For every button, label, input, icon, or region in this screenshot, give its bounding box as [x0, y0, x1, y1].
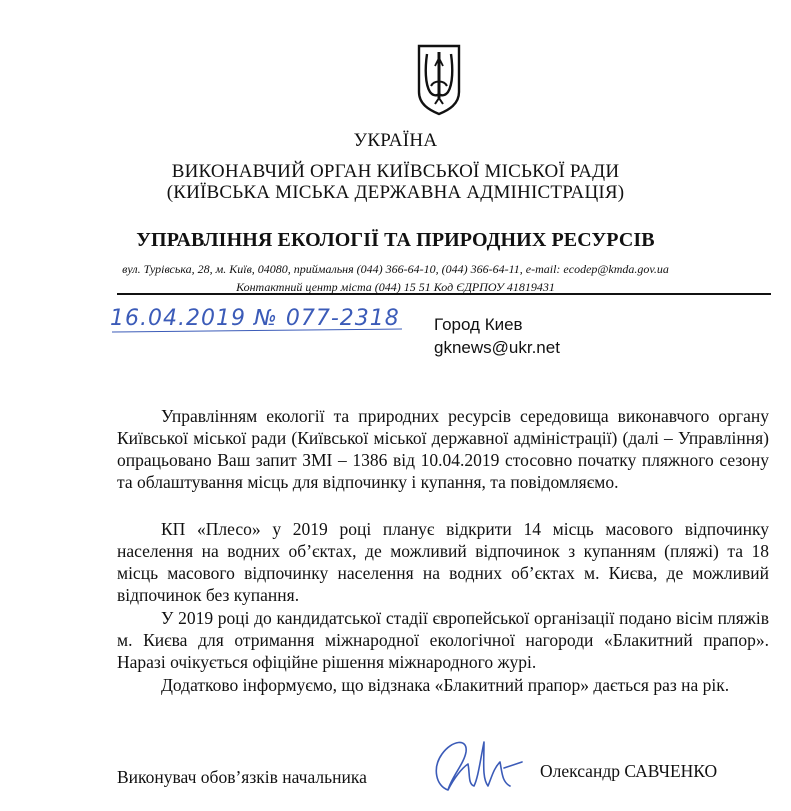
address-line: вул. Турівська, 28, м. Київ, 04080, приймальня (044) 366-64-10, (044) 366-64-11, e-mail: ecodep@kmda.gov.ua [122, 262, 669, 276]
body-paragraph-1: Управлінням екології та природних ресурсів середовища виконавчого органу Київської міської ради (Київської міської державної адміністрації) (далі – Управління) опрацьовано Ваш запит ЗМІ – 1386 від 10.04.2019 стосовно початку пляжного сезону та облаштування місць для відпочинку і купання, та повідомляємо. [117, 406, 769, 492]
recipient-name: Город Киев [434, 315, 523, 334]
signatory-name: Олександр САВЧЕНКО [540, 761, 718, 781]
organization-subname: (КИЇВСЬКА МІСЬКА ДЕРЖАВНА АДМІНІСТРАЦІЯ) [166, 182, 625, 203]
trident-emblem-icon [416, 44, 462, 116]
country-name: УКРАЇНА [353, 130, 438, 151]
header-divider [117, 293, 771, 295]
body-paragraph-4: Додатково інформуємо, що відзнака «Блакитний прапор» дається раз на рік. [161, 675, 730, 695]
signatory-title: Виконувач обов’язків начальника [117, 767, 367, 787]
body-paragraph-2: КП «Плесо» у 2019 році планує відкрити 14 місць масового відпочинку населення на водних об’єктах, де можливий відпочинок з купанням (пляжі) та 18 місць масового відпочинку населення на водних об’єктах м. Києва, де можливий відпочинок без купання. [117, 519, 769, 605]
handwritten-signature [418, 728, 538, 798]
contact-line: Контактний центр міста (044) 15 51 Код ЄДРПОУ 41819431 [236, 280, 555, 294]
recipient-email: gknews@ukr.net [434, 338, 560, 357]
department-name: УПРАВЛІННЯ ЕКОЛОГІЇ ТА ПРИРОДНИХ РЕСУРСІВ [136, 229, 655, 251]
organization-name: ВИКОНАВЧИЙ ОРГАН КИЇВСЬКОЇ МІСЬКОЇ РАДИ [171, 161, 620, 182]
body-paragraph-3: У 2019 році до кандидатської стадії європейської організації подано вісім пляжів м. Києва для отримання міжнародної екологічної нагороди «Блакитний прапор». Наразі очікується офіційне рішення міжнародного журі. [117, 608, 769, 672]
handwritten-reference: 16.04.2019 № 077-2318 [110, 306, 400, 331]
